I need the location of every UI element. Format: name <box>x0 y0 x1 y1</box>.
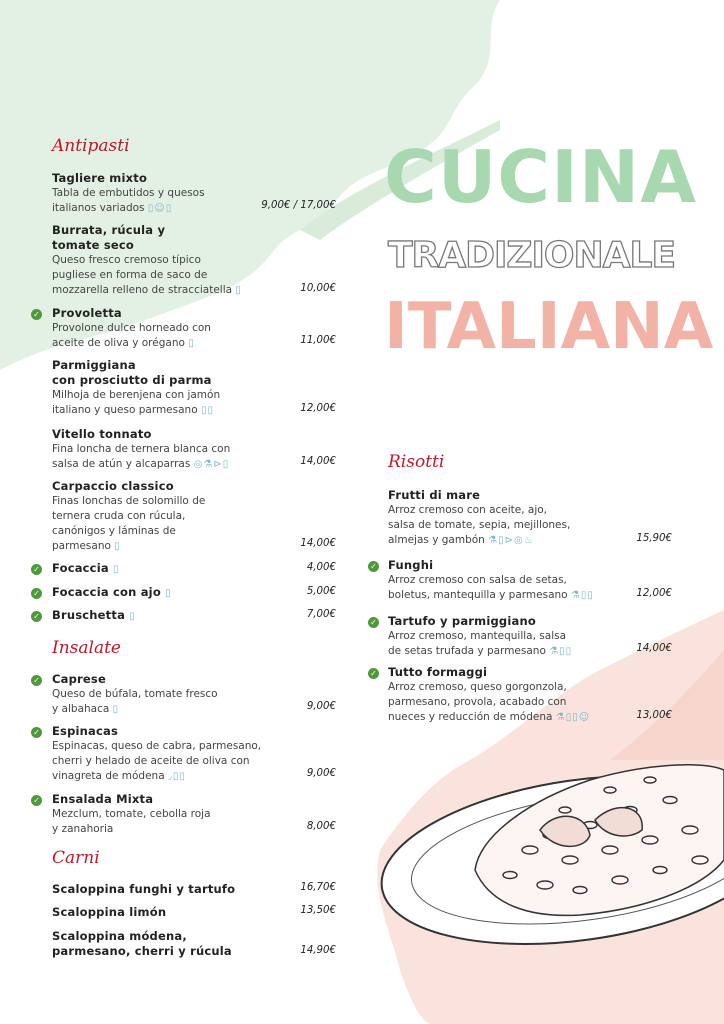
item-price: 14,00€ <box>300 456 336 467</box>
item-description: Fina loncha de ternera blanca con salsa de atún y alcaparras ◎⚗⊳▯ <box>52 443 231 470</box>
allergen-icons: ▯ <box>129 611 136 622</box>
vegetarian-icon: ✓ <box>31 795 42 806</box>
item-price: 4,00€ <box>306 562 336 573</box>
item-description: Mezclum, tomate, cebolla roja y zanahoria <box>52 808 211 835</box>
section-title-carni: Carni <box>52 848 100 868</box>
item-price: 5,00€ <box>306 586 336 597</box>
item-description: Arroz cremoso con aceite, ajo, salsa de tomate, sepia, mejillones, almejas y gambón ⚗▯⊳◎♨ <box>388 504 571 546</box>
allergen-icons: ▯ <box>165 588 172 599</box>
headline-cucina: CUCINA <box>384 135 697 219</box>
vegetarian-icon: ✓ <box>368 668 379 679</box>
item-price: 10,00€ <box>300 283 336 294</box>
item-price: 13,50€ <box>300 905 336 916</box>
item-description: Milhoja de berenjena con jamón italiano y queso parmesano ▯▯ <box>52 389 221 416</box>
vegetarian-icon: ✓ <box>31 588 42 599</box>
allergen-icons: ▯▯ <box>200 405 214 416</box>
allergen-icons: ◎⚗⊳▯ <box>193 459 230 470</box>
item-name: Funghi <box>388 558 434 572</box>
headline-italiana: ITALIANA <box>384 290 714 364</box>
vegetarian-icon: ✓ <box>31 309 42 320</box>
item-name: Burrata, rúcula y tomate seco <box>52 223 166 252</box>
item-price: 9,00€ <box>306 701 336 712</box>
item-name: Focaccia con ajo ▯ <box>52 585 172 599</box>
item-price: 16,70€ <box>300 882 336 893</box>
item-price: 12,00€ <box>300 403 336 414</box>
allergen-icons: ⚗▯▯ <box>549 646 573 657</box>
item-price: 15,90€ <box>636 533 672 544</box>
item-description: Finas lonchas de solomillo de ternera cruda con rúcula, canónigos y láminas de parmesano ▯ <box>52 495 206 552</box>
allergen-icons: ⚗▯▯ <box>570 590 594 601</box>
item-price: 14,00€ <box>636 643 672 654</box>
item-name: Tutto formaggi <box>388 665 488 679</box>
risotto-plate-illustration <box>380 740 724 980</box>
item-description: Arroz cremoso, queso gorgonzola, parmesano, provola, acabado con nueces y reducción de módena ⚗▯▯☺ <box>388 681 591 723</box>
allergen-icons: ⚗▯▯☺ <box>555 712 591 723</box>
allergen-icons: ▯ <box>235 285 242 296</box>
section-title-insalate: Insalate <box>52 638 121 658</box>
vegetarian-icon: ✓ <box>368 561 379 572</box>
item-name: Parmiggiana con prosciutto di parma <box>52 358 212 387</box>
item-name: Tagliere mixto <box>52 171 148 185</box>
allergen-icons: ▯ <box>112 704 120 715</box>
item-price: 11,00€ <box>300 335 336 346</box>
allergen-icons: ▯ <box>188 338 195 349</box>
item-name: Provoletta <box>52 306 122 320</box>
item-price: 13,00€ <box>636 710 672 721</box>
allergen-icons: ▯ <box>114 541 121 552</box>
vegetarian-icon: ✓ <box>31 727 42 738</box>
item-price: 7,00€ <box>306 609 336 620</box>
item-name: Espinacas <box>52 724 119 738</box>
item-description: Arroz cremoso, mantequilla, salsa de setas trufada y parmesano ⚗▯▯ <box>388 630 573 657</box>
item-name: Scaloppina funghi y tartufo <box>52 882 236 896</box>
item-name: Bruschetta ▯ <box>52 608 136 622</box>
item-description: Queso de búfala, tomate fresco y albahaca ▯ <box>52 688 218 715</box>
item-name: Frutti di mare <box>388 488 481 502</box>
item-description: Provolone dulce horneado con aceite de oliva y orégano ▯ <box>52 322 211 349</box>
item-description: Tabla de embutidos y quesos italianos variados ▯☺▯ <box>52 187 205 214</box>
item-description: Espinacas, queso de cabra, parmesano, cherri y helado de aceite de oliva con vinagreta de módena ◞▯▯ <box>52 740 262 782</box>
item-price: 9,00€ <box>306 768 336 779</box>
item-name: Scaloppina limón <box>52 905 167 919</box>
vegetarian-icon: ✓ <box>31 675 42 686</box>
item-name: Scaloppina módena, parmesano, cherri y rúcula <box>52 929 232 958</box>
vegetarian-icon: ✓ <box>31 611 42 622</box>
item-name: Focaccia ▯ <box>52 561 120 575</box>
item-price: 12,00€ <box>636 588 672 599</box>
item-description: Arroz cremoso con salsa de setas, boletus, mantequilla y parmesano ⚗▯▯ <box>388 574 594 601</box>
allergen-icons: ▯☺▯ <box>147 203 173 214</box>
section-title-antipasti: Antipasti <box>52 136 130 156</box>
headline-tradizionale: TRADIZIONALE <box>388 235 676 276</box>
item-price: 9,00€ / 17,00€ <box>261 200 336 211</box>
section-title-risotti: Risotti <box>388 452 445 472</box>
item-price: 8,00€ <box>306 821 336 832</box>
vegetarian-icon: ✓ <box>31 564 42 575</box>
item-description: Queso fresco cremoso típico pugliese en forma de saco de mozzarella relleno de stracciatella ▯ <box>52 254 242 296</box>
item-name: Carpaccio classico <box>52 479 174 493</box>
item-name: Caprese <box>52 672 106 686</box>
item-name: Tartufo y parmiggiano <box>388 614 536 628</box>
vegetarian-icon: ✓ <box>368 617 379 628</box>
item-name: Ensalada Mixta <box>52 792 154 806</box>
allergen-icons: ▯ <box>113 564 120 575</box>
item-name: Vitello tonnato <box>52 427 152 441</box>
allergen-icons: ⚗▯⊳◎♨ <box>488 535 534 546</box>
item-price: 14,90€ <box>300 945 336 956</box>
allergen-icons: ◞▯▯ <box>168 771 186 782</box>
item-price: 14,00€ <box>300 538 336 549</box>
